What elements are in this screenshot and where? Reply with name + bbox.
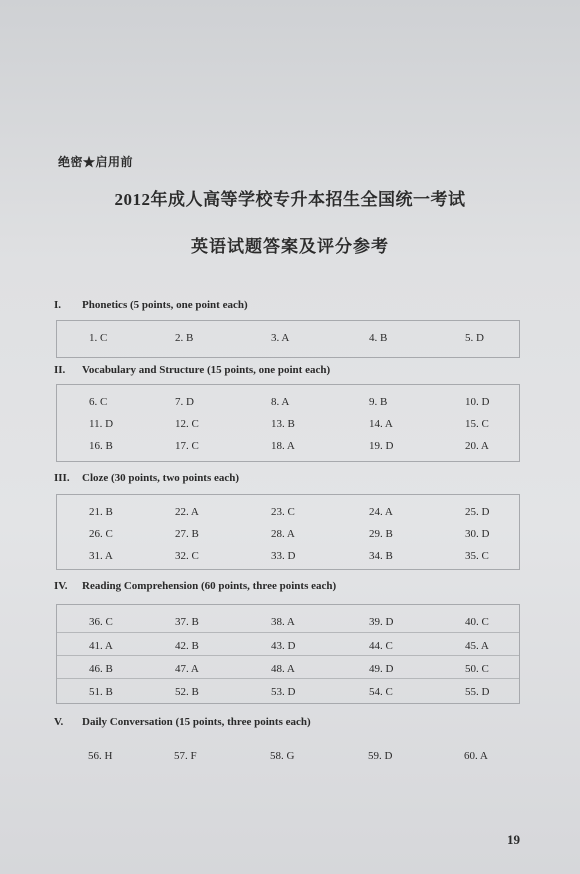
answer-cell: 44. C [369, 640, 393, 652]
section-number: II. [54, 364, 66, 376]
answer-cell: 24. A [369, 506, 393, 518]
answer-cell: 59. D [368, 750, 393, 762]
answer-cell: 22. A [175, 506, 199, 518]
answer-table-phonetics [56, 320, 520, 358]
answer-cell: 9. B [369, 396, 388, 408]
answer-cell: 23. C [271, 506, 295, 518]
section-title: Vocabulary and Structure (15 points, one point each) [82, 364, 331, 376]
section-heading-conversation [54, 716, 311, 728]
answer-cell: 33. D [271, 550, 296, 562]
answer-row [57, 325, 519, 351]
answer-cell: 60. A [464, 750, 488, 762]
answer-cell: 10. D [465, 396, 490, 408]
answer-cell: 11. D [89, 418, 114, 430]
answer-cell: 40. C [465, 616, 489, 628]
answer-cell: 13. B [271, 418, 295, 430]
answer-cell: 54. C [369, 686, 393, 698]
section-heading-vocabulary [54, 364, 330, 376]
answer-cell: 57. F [174, 750, 197, 762]
answer-row [57, 433, 519, 459]
section-number: III. [54, 472, 70, 484]
answer-cell: 18. A [271, 440, 295, 452]
answer-table-reading [56, 604, 520, 704]
answer-key-subtitle: 英语试题答案及评分参考 [191, 237, 389, 256]
answer-cell: 36. C [89, 616, 113, 628]
answer-cell: 7. D [175, 396, 194, 408]
answer-cell: 5. D [465, 332, 484, 344]
answer-cell: 46. B [89, 663, 113, 675]
answer-cell: 4. B [369, 332, 388, 344]
answer-cell: 49. D [369, 663, 394, 675]
answer-cell: 38. A [271, 616, 295, 628]
answer-cell: 6. C [89, 396, 108, 408]
answer-cell: 31. A [89, 550, 113, 562]
answer-cell: 34. B [369, 550, 393, 562]
answer-row [56, 743, 520, 769]
section-number: IV. [54, 580, 68, 592]
answer-cell: 14. A [369, 418, 393, 430]
answer-cell: 30. D [465, 528, 490, 540]
answer-cell: 3. A [271, 332, 290, 344]
page-number: 19 [507, 832, 520, 847]
answer-cell: 27. B [175, 528, 199, 540]
answer-cell: 52. B [175, 686, 199, 698]
answer-cell: 51. B [89, 686, 113, 698]
section-number: V. [54, 716, 64, 728]
section-title: Daily Conversation (15 points, three points each) [82, 716, 311, 728]
answer-cell: 50. C [465, 663, 489, 675]
answer-cell: 2. B [175, 332, 194, 344]
answer-cell: 39. D [369, 616, 394, 628]
answer-cell: 55. D [465, 686, 490, 698]
answer-table-cloze [56, 494, 520, 570]
answer-cell: 15. C [465, 418, 489, 430]
answer-cell: 28. A [271, 528, 295, 540]
answer-cell: 8. A [271, 396, 290, 408]
answer-cell: 16. B [89, 440, 113, 452]
answer-cell: 45. A [465, 640, 489, 652]
answer-cell: 42. B [175, 640, 199, 652]
answer-cell: 1. C [89, 332, 108, 344]
section-heading-phonetics [54, 299, 248, 311]
section-title: Reading Comprehension (60 points, three points each) [82, 580, 337, 592]
section-number: I. [54, 299, 62, 311]
answer-cell: 48. A [271, 663, 295, 675]
answer-cell: 37. B [175, 616, 199, 628]
answer-cell: 43. D [271, 640, 296, 652]
answer-row [57, 678, 519, 705]
answer-table-vocabulary [56, 384, 520, 462]
answer-cell: 53. D [271, 686, 296, 698]
section-heading-reading [54, 580, 336, 592]
section-title: Cloze (30 points, two points each) [82, 472, 240, 484]
answer-row [57, 543, 519, 569]
answer-cell: 21. B [89, 506, 113, 518]
answer-cell: 20. A [465, 440, 489, 452]
answer-cell: 26. C [89, 528, 113, 540]
answer-cell: 32. C [175, 550, 199, 562]
answer-cell: 47. A [175, 663, 199, 675]
confidential-label: 绝密★启用前 [58, 155, 134, 169]
section-title: Phonetics (5 points, one point each) [82, 299, 248, 311]
answer-cell: 56. H [88, 750, 113, 762]
answer-cell: 25. D [465, 506, 490, 518]
answer-cell: 17. C [175, 440, 199, 452]
answer-cell: 12. C [175, 418, 199, 430]
answer-cell: 41. A [89, 640, 113, 652]
answer-cell: 29. B [369, 528, 393, 540]
answer-cell: 19. D [369, 440, 394, 452]
section-heading-cloze [54, 472, 239, 484]
answer-cell: 35. C [465, 550, 489, 562]
answer-cell: 58. G [270, 750, 295, 762]
exam-title: 2012年成人高等学校专升本招生全国统一考试 [114, 190, 466, 209]
